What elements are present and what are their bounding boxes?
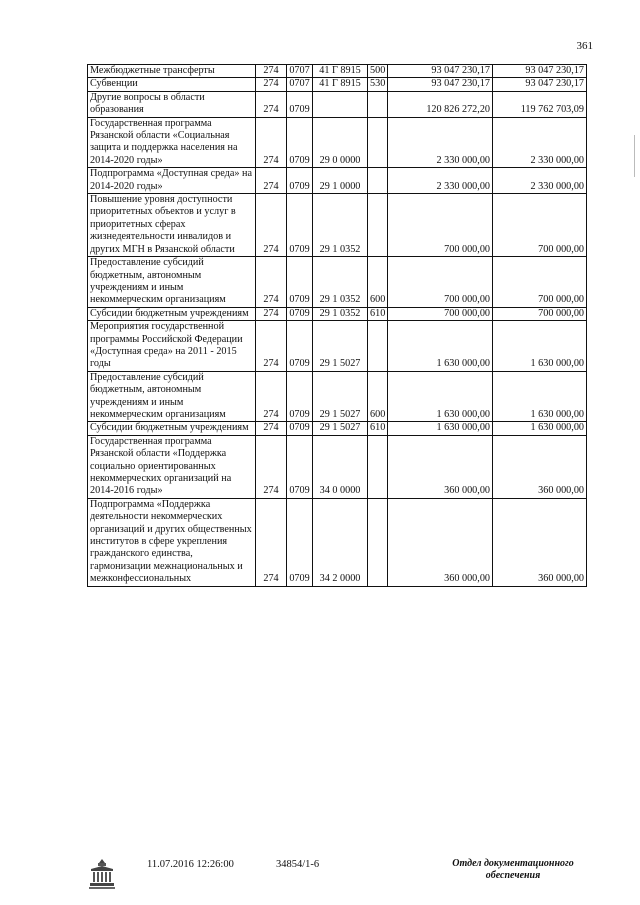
row-ved-code: 274 <box>256 65 287 78</box>
row-amount-year2: 360 000,00 <box>493 498 587 586</box>
row-target-article: 29 1 5027 <box>313 321 368 372</box>
row-target-article: 29 1 0352 <box>313 194 368 257</box>
row-target-article <box>313 91 368 117</box>
row-name: Другие вопросы в области образования <box>88 91 256 117</box>
row-amount-year1: 120 826 272,20 <box>388 91 493 117</box>
row-amount-year1: 93 047 230,17 <box>388 78 493 91</box>
row-section-code: 0709 <box>287 307 313 320</box>
row-expense-type <box>368 498 388 586</box>
row-amount-year1: 360 000,00 <box>388 498 493 586</box>
row-expense-type <box>368 321 388 372</box>
row-name: Подпрограмма «Поддержка деятельности некоммерческих организаций и других общественных институтов в сфере укрепления гражданского единства, гармонизации межнациональных и межконфессиональных <box>88 498 256 586</box>
table-row <box>88 307 587 320</box>
row-ved-code: 274 <box>256 435 287 498</box>
row-amount-year1: 93 047 230,17 <box>388 65 493 78</box>
row-ved-code: 274 <box>256 307 287 320</box>
row-name: Предоставление субсидий бюджетным, автономным учреждениям и иным некоммерческим организациям <box>88 257 256 308</box>
row-ved-code: 274 <box>256 257 287 308</box>
row-section-code: 0709 <box>287 498 313 586</box>
row-expense-type: 500 <box>368 65 388 78</box>
row-name: Государственная программа Рязанской области «Социальная защита и поддержка населения на 2014-2020 годы» <box>88 117 256 168</box>
row-amount-year1: 360 000,00 <box>388 435 493 498</box>
row-target-article: 29 1 0352 <box>313 307 368 320</box>
row-amount-year2: 1 630 000,00 <box>493 321 587 372</box>
row-ved-code: 274 <box>256 321 287 372</box>
row-section-code: 0709 <box>287 371 313 422</box>
row-expense-type <box>368 194 388 257</box>
row-expense-type <box>368 435 388 498</box>
row-expense-type: 600 <box>368 257 388 308</box>
row-target-article: 29 0 0000 <box>313 117 368 168</box>
table-row <box>88 257 587 308</box>
row-ved-code: 274 <box>256 422 287 435</box>
row-ved-code: 274 <box>256 371 287 422</box>
table-row <box>88 435 587 498</box>
row-expense-type <box>368 91 388 117</box>
row-section-code: 0709 <box>287 168 313 194</box>
row-section-code: 0709 <box>287 435 313 498</box>
row-name: Мероприятия государственной программы Российской Федерации «Доступная среда» на 2011 - 2015 годы <box>88 321 256 372</box>
row-expense-type: 610 <box>368 307 388 320</box>
row-ved-code: 274 <box>256 91 287 117</box>
table-body <box>88 65 587 587</box>
footer-document-number: 34854/1-6 <box>276 859 320 870</box>
row-amount-year1: 700 000,00 <box>388 307 493 320</box>
row-amount-year2: 700 000,00 <box>493 307 587 320</box>
row-amount-year1: 1 630 000,00 <box>388 371 493 422</box>
row-amount-year1: 1 630 000,00 <box>388 321 493 372</box>
row-section-code: 0707 <box>287 65 313 78</box>
row-section-code: 0709 <box>287 194 313 257</box>
row-name: Межбюджетные трансферты <box>88 65 256 78</box>
margin-mark <box>634 135 637 177</box>
row-amount-year1: 2 330 000,00 <box>388 117 493 168</box>
row-name: Государственная программа Рязанской области «Поддержка социально ориентированных некоммерческих организаций на 2014-2016 годы» <box>88 435 256 498</box>
row-expense-type <box>368 168 388 194</box>
row-amount-year2: 93 047 230,17 <box>493 65 587 78</box>
row-ved-code: 274 <box>256 168 287 194</box>
row-name: Субвенции <box>88 78 256 91</box>
row-target-article: 34 2 0000 <box>313 498 368 586</box>
page-number: 361 <box>576 40 593 52</box>
row-expense-type: 530 <box>368 78 388 91</box>
row-target-article: 29 1 0000 <box>313 168 368 194</box>
row-amount-year1: 2 330 000,00 <box>388 168 493 194</box>
row-section-code: 0709 <box>287 117 313 168</box>
row-section-code: 0709 <box>287 321 313 372</box>
row-section-code: 0709 <box>287 91 313 117</box>
row-amount-year2: 1 630 000,00 <box>493 422 587 435</box>
row-target-article: 29 1 5027 <box>313 422 368 435</box>
table-row <box>88 371 587 422</box>
row-ved-code: 274 <box>256 78 287 91</box>
table-row <box>88 78 587 91</box>
row-amount-year2: 1 630 000,00 <box>493 371 587 422</box>
row-amount-year2: 93 047 230,17 <box>493 78 587 91</box>
table-row <box>88 194 587 257</box>
table-row <box>88 498 587 586</box>
row-amount-year2: 2 330 000,00 <box>493 168 587 194</box>
row-target-article: 34 0 0000 <box>313 435 368 498</box>
row-target-article: 41 Г 8915 <box>313 65 368 78</box>
row-name: Подпрограмма «Доступная среда» на 2014-2020 годы» <box>88 168 256 194</box>
table-row <box>88 168 587 194</box>
row-expense-type <box>368 117 388 168</box>
row-target-article: 29 1 5027 <box>313 371 368 422</box>
table-row <box>88 422 587 435</box>
row-section-code: 0709 <box>287 257 313 308</box>
row-name: Субсидии бюджетным учреждениям <box>88 422 256 435</box>
row-section-code: 0707 <box>287 78 313 91</box>
row-amount-year2: 119 762 703,09 <box>493 91 587 117</box>
row-name: Предоставление субсидий бюджетным, автономным учреждениям и иным некоммерческим организациям <box>88 371 256 422</box>
table-row <box>88 117 587 168</box>
table-row <box>88 91 587 117</box>
row-expense-type: 600 <box>368 371 388 422</box>
row-expense-type: 610 <box>368 422 388 435</box>
row-amount-year1: 1 630 000,00 <box>388 422 493 435</box>
table-row <box>88 65 587 78</box>
row-amount-year2: 700 000,00 <box>493 257 587 308</box>
row-section-code: 0709 <box>287 422 313 435</box>
row-ved-code: 274 <box>256 194 287 257</box>
row-target-article: 29 1 0352 <box>313 257 368 308</box>
budget-table <box>87 64 587 587</box>
row-amount-year2: 360 000,00 <box>493 435 587 498</box>
row-ved-code: 274 <box>256 117 287 168</box>
row-amount-year2: 700 000,00 <box>493 194 587 257</box>
row-name: Субсидии бюджетным учреждениям <box>88 307 256 320</box>
government-emblem-icon <box>87 857 117 891</box>
row-amount-year1: 700 000,00 <box>388 194 493 257</box>
row-amount-year2: 2 330 000,00 <box>493 117 587 168</box>
row-target-article: 41 Г 8915 <box>313 78 368 91</box>
row-amount-year1: 700 000,00 <box>388 257 493 308</box>
footer-timestamp: 11.07.2016 12:26:00 <box>147 859 234 870</box>
footer-department: Отдел документационного обеспечения <box>452 858 574 881</box>
row-ved-code: 274 <box>256 498 287 586</box>
row-name: Повышение уровня доступности приоритетных объектов и услуг в приоритетных сферах жизнедеятельности инвалидов и других МГН в Рязанской области <box>88 194 256 257</box>
table-row <box>88 321 587 372</box>
